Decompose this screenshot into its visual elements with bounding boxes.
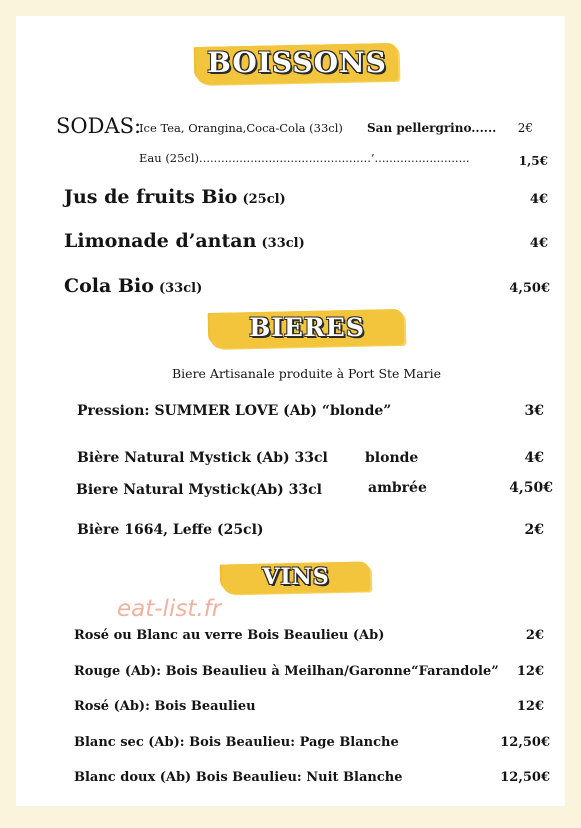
- eat-list-watermark: eat-list.fr: [117, 596, 222, 622]
- drink-name: Limonade d’antan: [64, 230, 257, 252]
- wine-price: 2€: [525, 628, 544, 643]
- wine-price: 12€: [516, 664, 544, 679]
- drink-row: [64, 230, 305, 252]
- sodas-label: SODAS:: [56, 114, 142, 138]
- wine-price: 12,50€: [500, 770, 550, 785]
- drink-volume: (33cl): [261, 236, 305, 251]
- wine-name: Rosé ou Blanc au verre Bois Beaulieu (Ab): [74, 628, 385, 643]
- drink-price: 4€: [529, 236, 548, 251]
- wine-price: 12,50€: [500, 735, 550, 750]
- wine-name: Rosé (Ab): Bois Beaulieu: [74, 699, 256, 714]
- drink-name: Cola Bio: [64, 275, 154, 297]
- drink-name: Jus de fruits Bio: [64, 186, 238, 208]
- beer-name: Bière Natural Mystick (Ab) 33cl: [77, 450, 328, 466]
- beer-type: ambrée: [368, 480, 427, 496]
- beer-price: 3€: [524, 403, 544, 419]
- sodas-extra: San pellergrino......: [367, 121, 497, 135]
- eau-price: 1,5€: [518, 154, 548, 168]
- drink-volume: (33cl): [158, 281, 203, 296]
- beer-price: 4,50€: [509, 480, 553, 496]
- section-title-vins: VINS: [262, 564, 330, 590]
- drink-row: [64, 186, 286, 208]
- beer-name: Pression: SUMMER LOVE (Ab) “blonde”: [77, 403, 392, 419]
- beer-price: 2€: [524, 522, 544, 538]
- wine-name: Blanc doux (Ab) Bois Beaulieu: Nuit Blanche: [74, 770, 403, 785]
- sodas-list: Ice Tea, Orangina,Coca-Cola (33cl): [139, 121, 343, 135]
- drink-price: 4,50€: [509, 281, 550, 296]
- drink-volume: (25cl): [242, 192, 286, 207]
- bieres-subtitle: Biere Artisanale produite à Port Ste Marie: [172, 366, 442, 381]
- drink-price: 4€: [529, 192, 548, 207]
- beer-name: Bière 1664, Leffe (25cl): [77, 522, 264, 538]
- sodas-price: 2€: [517, 121, 533, 135]
- wine-price: 12€: [516, 699, 544, 714]
- wine-name: Blanc sec (Ab): Bois Beaulieu: Page Blanche: [74, 735, 399, 750]
- eau-line: Eau (25cl)...............................................’..........................: [139, 151, 470, 165]
- beer-type: blonde: [365, 450, 419, 466]
- section-title-bieres: BIERES: [249, 313, 365, 342]
- beer-name: Biere Natural Mystick(Ab) 33cl: [76, 482, 322, 498]
- beer-price: 4€: [524, 450, 544, 466]
- drink-row: [64, 275, 202, 297]
- section-title-boissons: BOISSONS: [207, 46, 387, 79]
- wine-name: Rouge (Ab): Bois Beaulieu à Meilhan/Garonne“Farandole”: [74, 664, 499, 679]
